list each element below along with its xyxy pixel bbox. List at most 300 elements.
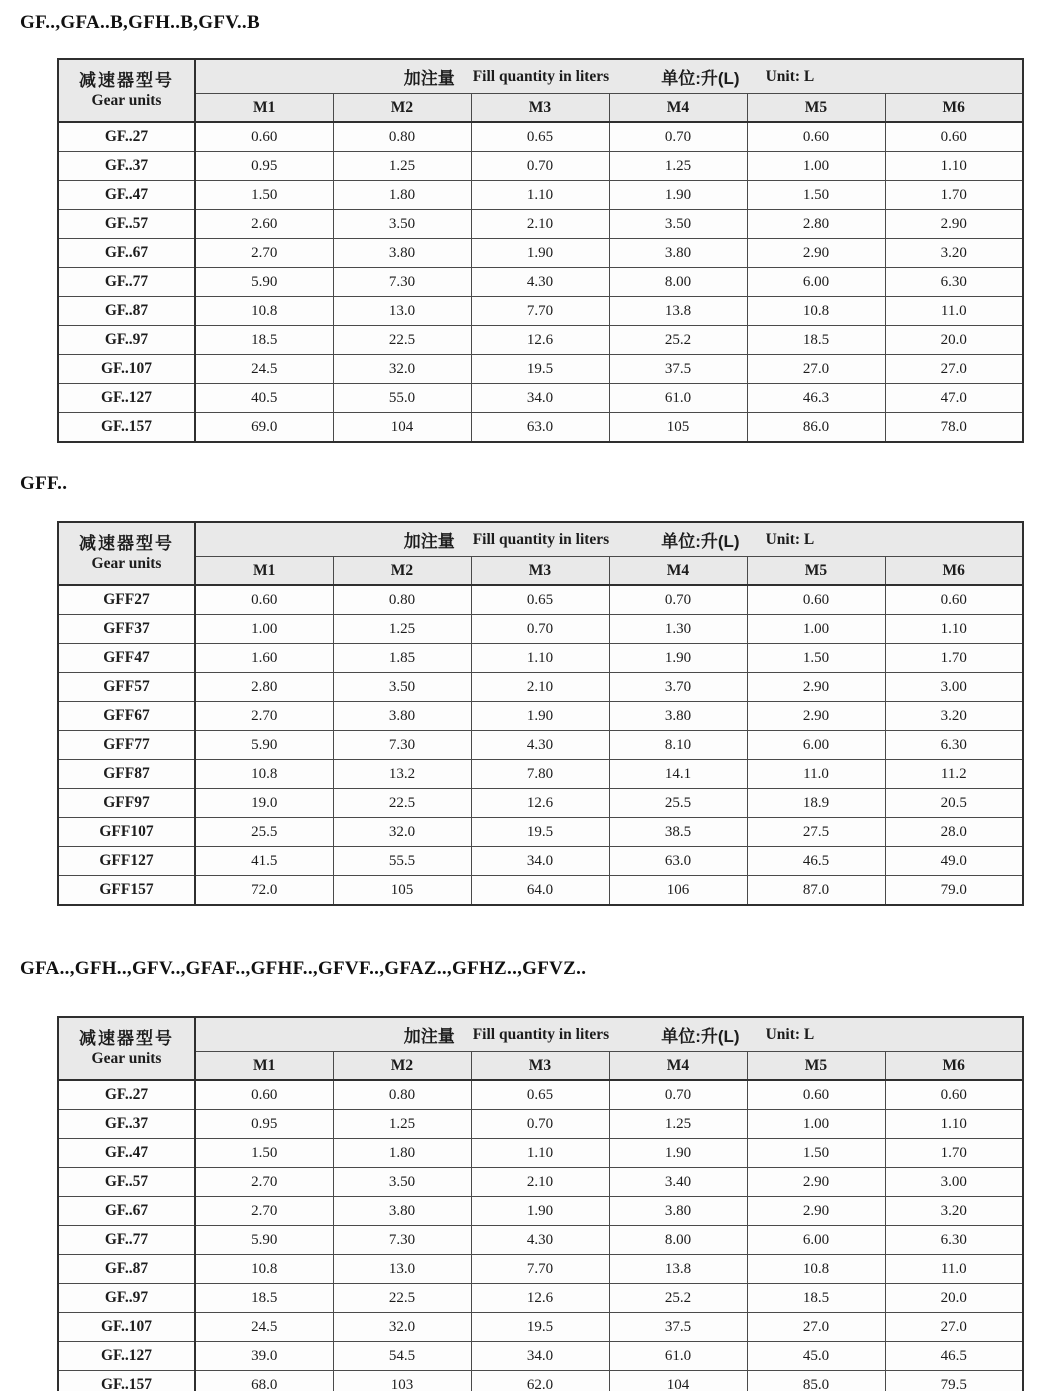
fill-quantity-value: 2.60 (195, 210, 333, 239)
fill-quantity-value: 22.5 (333, 1284, 471, 1313)
table-row (58, 615, 1023, 644)
fill-quantity-value: 2.70 (195, 239, 333, 268)
fill-quantity-value: 0.65 (471, 585, 609, 615)
fill-quantity-value: 18.9 (747, 789, 885, 818)
fill-quantity-value: 10.8 (195, 1255, 333, 1284)
fill-quantity-value: 1.90 (609, 1139, 747, 1168)
fill-quantity-value: 19.5 (471, 1313, 609, 1342)
fill-quantity-value: 1.90 (471, 1197, 609, 1226)
fill-quantity-value: 3.80 (333, 702, 471, 731)
fill-quantity-value: 0.70 (471, 152, 609, 181)
fill-quantity-value: 13.2 (333, 760, 471, 789)
fill-quantity-value: 39.0 (195, 1342, 333, 1371)
fill-quantity-value: 10.8 (747, 297, 885, 326)
fill-quantity-value: 45.0 (747, 1342, 885, 1371)
column-header-m4: M4 (609, 557, 747, 586)
fill-quantity-value: 2.10 (471, 673, 609, 702)
gear-unit-label: GFF47 (58, 644, 195, 673)
fill-quantity-value: 55.5 (333, 847, 471, 876)
fill-quantity-value: 7.80 (471, 760, 609, 789)
gear-units-header-cn: 减速器型号 (79, 534, 174, 554)
fill-quantity-value: 1.00 (747, 152, 885, 181)
fill-quantity-value: 0.70 (609, 122, 747, 152)
fill-quantity-en: Fill quantity in liters (472, 67, 610, 85)
column-header-row (58, 94, 1023, 123)
fill-quantity-value: 55.0 (333, 384, 471, 413)
fill-quantity-table (57, 521, 1024, 906)
gear-units-header-en: Gear units (91, 1050, 162, 1068)
fill-quantity-value: 8.00 (609, 1226, 747, 1255)
column-header-m2: M2 (333, 1052, 471, 1081)
fill-quantity-value: 0.65 (471, 1080, 609, 1110)
fill-quantity-value: 1.50 (195, 181, 333, 210)
gear-unit-label: GF..77 (58, 268, 195, 297)
fill-quantity-value: 18.5 (747, 1284, 885, 1313)
column-header-m5: M5 (747, 1052, 885, 1081)
gear-unit-label: GF..67 (58, 239, 195, 268)
fill-quantity-value: 1.90 (609, 644, 747, 673)
table-row (58, 585, 1023, 615)
fill-quantity-value: 1.00 (195, 615, 333, 644)
fill-quantity-value: 6.30 (885, 731, 1023, 760)
table-row (58, 847, 1023, 876)
table-row (58, 239, 1023, 268)
fill-quantity-value: 1.25 (333, 615, 471, 644)
fill-quantity-value: 11.0 (747, 760, 885, 789)
column-header-row (58, 1052, 1023, 1081)
fill-quantity-value: 4.30 (471, 731, 609, 760)
fill-quantity-value: 14.1 (609, 760, 747, 789)
gear-unit-label: GFF67 (58, 702, 195, 731)
table-row (58, 413, 1023, 443)
table-row (58, 1313, 1023, 1342)
gear-unit-label: GF..107 (58, 1313, 195, 1342)
gear-unit-label: GF..157 (58, 413, 195, 443)
table-section-gff (0, 473, 1054, 906)
fill-quantity-value: 1.80 (333, 181, 471, 210)
column-header-m6: M6 (885, 94, 1023, 123)
fill-quantity-value: 4.30 (471, 1226, 609, 1255)
fill-quantity-value: 3.20 (885, 702, 1023, 731)
fill-quantity-value: 8.00 (609, 268, 747, 297)
fill-quantity-cn: 加注量 (403, 1027, 455, 1046)
table-body (58, 585, 1023, 905)
fill-quantity-value: 3.80 (609, 1197, 747, 1226)
gear-units-header-en: Gear units (91, 555, 162, 573)
fill-quantity-value: 63.0 (609, 847, 747, 876)
column-header-m3: M3 (471, 557, 609, 586)
gear-unit-label: GFF87 (58, 760, 195, 789)
table-row (58, 731, 1023, 760)
fill-quantity-value: 105 (333, 876, 471, 906)
unit-label-en: Unit: L (765, 530, 815, 548)
fill-quantity-value: 79.0 (885, 876, 1023, 906)
gear-unit-label: GFF97 (58, 789, 195, 818)
fill-quantity-value: 0.80 (333, 585, 471, 615)
fill-quantity-value: 4.30 (471, 268, 609, 297)
fill-quantity-value: 13.8 (609, 297, 747, 326)
fill-quantity-value: 2.70 (195, 1197, 333, 1226)
fill-quantity-value: 12.6 (471, 789, 609, 818)
fill-quantity-value: 64.0 (471, 876, 609, 906)
fill-quantity-value: 24.5 (195, 1313, 333, 1342)
fill-quantity-value: 0.80 (333, 1080, 471, 1110)
fill-quantity-value: 5.90 (195, 1226, 333, 1255)
fill-quantity-value: 5.90 (195, 731, 333, 760)
fill-quantity-value: 34.0 (471, 384, 609, 413)
fill-quantity-value: 3.00 (885, 673, 1023, 702)
fill-quantity-value: 61.0 (609, 1342, 747, 1371)
fill-quantity-value: 46.5 (747, 847, 885, 876)
fill-quantity-value: 27.0 (885, 355, 1023, 384)
column-header-m1: M1 (195, 557, 333, 586)
fill-quantity-value: 2.80 (195, 673, 333, 702)
table-row (58, 384, 1023, 413)
fill-quantity-value: 1.70 (885, 644, 1023, 673)
fill-quantity-value: 104 (333, 413, 471, 443)
fill-quantity-value: 3.00 (885, 1168, 1023, 1197)
fill-quantity-value: 5.90 (195, 268, 333, 297)
fill-quantity-value: 19.5 (471, 355, 609, 384)
fill-quantity-value: 37.5 (609, 355, 747, 384)
fill-quantity-value: 3.80 (333, 239, 471, 268)
fill-quantity-value: 0.60 (885, 122, 1023, 152)
fill-quantity-value: 1.00 (747, 1110, 885, 1139)
gear-units-header (58, 59, 195, 122)
fill-quantity-value: 25.5 (609, 789, 747, 818)
fill-quantity-cn: 加注量 (403, 532, 455, 551)
fill-quantity-value: 54.5 (333, 1342, 471, 1371)
table-section-gf (0, 12, 1054, 443)
gear-unit-label: GF..57 (58, 210, 195, 239)
fill-quantity-value: 0.60 (747, 1080, 885, 1110)
fill-quantity-value: 18.5 (747, 326, 885, 355)
fill-quantity-value: 1.25 (333, 1110, 471, 1139)
fill-quantity-value: 2.90 (747, 239, 885, 268)
column-header-m1: M1 (195, 94, 333, 123)
gear-units-header-en: Gear units (91, 92, 162, 110)
fill-quantity-value: 1.90 (609, 181, 747, 210)
gear-unit-label: GF..27 (58, 1080, 195, 1110)
fill-quantity-value: 3.40 (609, 1168, 747, 1197)
fill-quantity-value: 87.0 (747, 876, 885, 906)
fill-quantity-value: 0.95 (195, 1110, 333, 1139)
fill-quantity-table (57, 58, 1024, 443)
fill-quantity-value: 22.5 (333, 326, 471, 355)
fill-quantity-value: 85.0 (747, 1371, 885, 1391)
table-row (58, 1255, 1023, 1284)
fill-quantity-value: 6.30 (885, 1226, 1023, 1255)
fill-quantity-value: 0.60 (747, 585, 885, 615)
fill-quantity-value: 1.85 (333, 644, 471, 673)
fill-quantity-value: 13.0 (333, 297, 471, 326)
fill-quantity-value: 3.50 (609, 210, 747, 239)
table-row (58, 268, 1023, 297)
table-row (58, 1342, 1023, 1371)
fill-quantity-en: Fill quantity in liters (472, 530, 610, 548)
gear-unit-label: GF..37 (58, 1110, 195, 1139)
fill-quantity-value: 0.60 (885, 585, 1023, 615)
table-row (58, 1197, 1023, 1226)
fill-quantity-value: 10.8 (195, 760, 333, 789)
gear-unit-label: GF..157 (58, 1371, 195, 1391)
fill-quantity-value: 2.90 (747, 1168, 885, 1197)
fill-quantity-value: 22.5 (333, 789, 471, 818)
fill-quantity-value: 10.8 (195, 297, 333, 326)
table-title: GFF.. (20, 473, 68, 494)
fill-quantity-value: 7.30 (333, 1226, 471, 1255)
table-row (58, 1110, 1023, 1139)
fill-quantity-value: 103 (333, 1371, 471, 1391)
fill-quantity-value: 11.2 (885, 760, 1023, 789)
gear-unit-label: GF..27 (58, 122, 195, 152)
fill-quantity-value: 27.0 (747, 1313, 885, 1342)
fill-quantity-value: 19.5 (471, 818, 609, 847)
fill-quantity-value: 2.70 (195, 1168, 333, 1197)
fill-quantity-value: 27.0 (747, 355, 885, 384)
fill-quantity-value: 20.5 (885, 789, 1023, 818)
fill-quantity-value: 13.0 (333, 1255, 471, 1284)
gear-unit-label: GFF27 (58, 585, 195, 615)
fill-quantity-value: 3.50 (333, 673, 471, 702)
unit-label-cn: 单位:升(L) (661, 1027, 740, 1046)
gear-unit-label: GF..127 (58, 384, 195, 413)
fill-quantity-value: 27.5 (747, 818, 885, 847)
fill-quantity-value: 7.70 (471, 297, 609, 326)
fill-quantity-value: 1.25 (609, 152, 747, 181)
table-row (58, 210, 1023, 239)
gear-unit-label: GF..77 (58, 1226, 195, 1255)
fill-quantity-value: 62.0 (471, 1371, 609, 1391)
gear-unit-label: GFF57 (58, 673, 195, 702)
fill-quantity-value: 1.70 (885, 181, 1023, 210)
column-header-m3: M3 (471, 94, 609, 123)
column-header-m2: M2 (333, 94, 471, 123)
fill-quantity-value: 34.0 (471, 1342, 609, 1371)
gear-units-header (58, 522, 195, 585)
gear-unit-label: GF..97 (58, 326, 195, 355)
fill-quantity-value: 6.00 (747, 731, 885, 760)
table-body (58, 1080, 1023, 1391)
fill-quantity-value: 13.8 (609, 1255, 747, 1284)
fill-quantity-value: 1.25 (333, 152, 471, 181)
fill-quantity-value: 0.80 (333, 122, 471, 152)
gear-unit-label: GF..107 (58, 355, 195, 384)
fill-quantity-value: 3.80 (609, 702, 747, 731)
fill-quantity-value: 1.90 (471, 702, 609, 731)
fill-quantity-value: 1.00 (747, 615, 885, 644)
fill-quantity-value: 12.6 (471, 326, 609, 355)
fill-quantity-value: 20.0 (885, 326, 1023, 355)
fill-quantity-value: 2.90 (885, 210, 1023, 239)
fill-quantity-value: 0.95 (195, 152, 333, 181)
gear-unit-label: GF..47 (58, 181, 195, 210)
fill-quantity-value: 2.90 (747, 1197, 885, 1226)
fill-quantity-value: 25.5 (195, 818, 333, 847)
gear-unit-label: GF..87 (58, 1255, 195, 1284)
gear-units-header-cn: 减速器型号 (79, 1029, 174, 1049)
gear-unit-label: GF..57 (58, 1168, 195, 1197)
fill-quantity-value: 47.0 (885, 384, 1023, 413)
fill-quantity-value: 1.50 (195, 1139, 333, 1168)
fill-quantity-value: 34.0 (471, 847, 609, 876)
fill-quantity-value: 12.6 (471, 1284, 609, 1313)
fill-quantity-value: 7.70 (471, 1255, 609, 1284)
fill-quantity-value: 0.60 (885, 1080, 1023, 1110)
column-header-m5: M5 (747, 94, 885, 123)
fill-quantity-table (57, 1016, 1024, 1391)
fill-quantity-value: 32.0 (333, 818, 471, 847)
fill-quantity-value: 3.80 (609, 239, 747, 268)
gear-unit-label: GF..87 (58, 297, 195, 326)
fill-quantity-value: 68.0 (195, 1371, 333, 1391)
fill-quantity-value: 0.60 (195, 1080, 333, 1110)
fill-quantity-value: 3.50 (333, 1168, 471, 1197)
table-row (58, 876, 1023, 906)
fill-quantity-cn: 加注量 (403, 69, 455, 88)
gear-units-header (58, 1017, 195, 1080)
column-header-m1: M1 (195, 1052, 333, 1081)
fill-quantity-value: 2.10 (471, 210, 609, 239)
fill-quantity-value: 2.80 (747, 210, 885, 239)
column-header-m3: M3 (471, 1052, 609, 1081)
fill-quantity-value: 6.30 (885, 268, 1023, 297)
fill-quantity-value: 1.70 (885, 1139, 1023, 1168)
fill-quantity-value: 1.10 (885, 152, 1023, 181)
fill-quantity-value: 1.25 (609, 1110, 747, 1139)
table-row (58, 181, 1023, 210)
column-header-m4: M4 (609, 1052, 747, 1081)
fill-quantity-value: 1.10 (885, 1110, 1023, 1139)
fill-quantity-value: 1.90 (471, 239, 609, 268)
fill-quantity-value: 0.60 (195, 585, 333, 615)
fill-quantity-value: 1.60 (195, 644, 333, 673)
fill-quantity-value: 72.0 (195, 876, 333, 906)
fill-quantity-value: 104 (609, 1371, 747, 1391)
fill-quantity-value: 106 (609, 876, 747, 906)
fill-quantity-value: 1.50 (747, 1139, 885, 1168)
gear-unit-label: GF..97 (58, 1284, 195, 1313)
fill-quantity-value: 1.50 (747, 181, 885, 210)
fill-quantity-value: 1.10 (471, 644, 609, 673)
fill-quantity-value: 3.20 (885, 239, 1023, 268)
table-body (58, 122, 1023, 442)
table-row (58, 1080, 1023, 1110)
column-header-row (58, 557, 1023, 586)
fill-quantity-value: 46.5 (885, 1342, 1023, 1371)
gear-unit-label: GFF107 (58, 818, 195, 847)
fill-quantity-value: 2.90 (747, 702, 885, 731)
column-header-m6: M6 (885, 557, 1023, 586)
fill-quantity-value: 0.65 (471, 122, 609, 152)
fill-quantity-value: 1.50 (747, 644, 885, 673)
fill-quantity-value: 2.70 (195, 702, 333, 731)
fill-quantity-value: 19.0 (195, 789, 333, 818)
fill-quantity-header (195, 1017, 1023, 1052)
fill-quantity-value: 3.50 (333, 210, 471, 239)
fill-quantity-value: 1.30 (609, 615, 747, 644)
gear-unit-label: GFF157 (58, 876, 195, 906)
fill-quantity-value: 7.30 (333, 731, 471, 760)
fill-quantity-value: 20.0 (885, 1284, 1023, 1313)
gear-unit-label: GFF37 (58, 615, 195, 644)
fill-quantity-value: 0.70 (471, 1110, 609, 1139)
fill-quantity-value: 25.2 (609, 1284, 747, 1313)
fill-quantity-value: 79.5 (885, 1371, 1023, 1391)
fill-quantity-value: 7.30 (333, 268, 471, 297)
table-row (58, 152, 1023, 181)
fill-quantity-value: 11.0 (885, 1255, 1023, 1284)
fill-quantity-value: 3.20 (885, 1197, 1023, 1226)
column-header-m2: M2 (333, 557, 471, 586)
fill-quantity-value: 11.0 (885, 297, 1023, 326)
fill-quantity-value: 3.80 (333, 1197, 471, 1226)
fill-quantity-value: 0.70 (609, 585, 747, 615)
table-row (58, 702, 1023, 731)
fill-quantity-value: 18.5 (195, 326, 333, 355)
unit-label-en: Unit: L (765, 67, 815, 85)
fill-quantity-value: 41.5 (195, 847, 333, 876)
table-row (58, 1168, 1023, 1197)
fill-quantity-value: 10.8 (747, 1255, 885, 1284)
table-row (58, 1284, 1023, 1313)
fill-quantity-value: 0.70 (609, 1080, 747, 1110)
gear-unit-label: GFF77 (58, 731, 195, 760)
fill-quantity-value: 18.5 (195, 1284, 333, 1313)
table-section-gfa-variants (0, 958, 1054, 1391)
table-row (58, 326, 1023, 355)
fill-quantity-value: 37.5 (609, 1313, 747, 1342)
fill-quantity-value: 86.0 (747, 413, 885, 443)
table-title: GF..,GFA..B,GFH..B,GFV..B (20, 12, 260, 33)
table-row (58, 644, 1023, 673)
fill-quantity-value: 32.0 (333, 1313, 471, 1342)
fill-quantity-value: 1.10 (885, 615, 1023, 644)
fill-quantity-value: 1.10 (471, 1139, 609, 1168)
gear-unit-label: GF..67 (58, 1197, 195, 1226)
fill-quantity-value: 105 (609, 413, 747, 443)
table-row (58, 673, 1023, 702)
fill-quantity-value: 24.5 (195, 355, 333, 384)
fill-quantity-value: 40.5 (195, 384, 333, 413)
table-row (58, 122, 1023, 152)
fill-quantity-value: 6.00 (747, 1226, 885, 1255)
fill-quantity-value: 69.0 (195, 413, 333, 443)
fill-quantity-value: 0.70 (471, 615, 609, 644)
unit-label-cn: 单位:升(L) (661, 532, 740, 551)
fill-quantity-value: 0.60 (747, 122, 885, 152)
gear-unit-label: GF..47 (58, 1139, 195, 1168)
fill-quantity-value: 27.0 (885, 1313, 1023, 1342)
column-header-m5: M5 (747, 557, 885, 586)
gear-units-header-cn: 减速器型号 (79, 71, 174, 91)
fill-quantity-value: 32.0 (333, 355, 471, 384)
fill-quantity-value: 28.0 (885, 818, 1023, 847)
fill-quantity-value: 0.60 (195, 122, 333, 152)
fill-quantity-header (195, 59, 1023, 94)
table-title: GFA..,GFH..,GFV..,GFAF..,GFHF..,GFVF..,GFAZ..,GFHZ..,GFVZ.. (20, 958, 587, 979)
gear-unit-label: GFF127 (58, 847, 195, 876)
fill-quantity-value: 8.10 (609, 731, 747, 760)
fill-quantity-value: 78.0 (885, 413, 1023, 443)
table-row (58, 355, 1023, 384)
column-header-m6: M6 (885, 1052, 1023, 1081)
fill-quantity-value: 6.00 (747, 268, 885, 297)
fill-quantity-value: 63.0 (471, 413, 609, 443)
fill-quantity-value: 49.0 (885, 847, 1023, 876)
fill-quantity-value: 38.5 (609, 818, 747, 847)
fill-quantity-header (195, 522, 1023, 557)
